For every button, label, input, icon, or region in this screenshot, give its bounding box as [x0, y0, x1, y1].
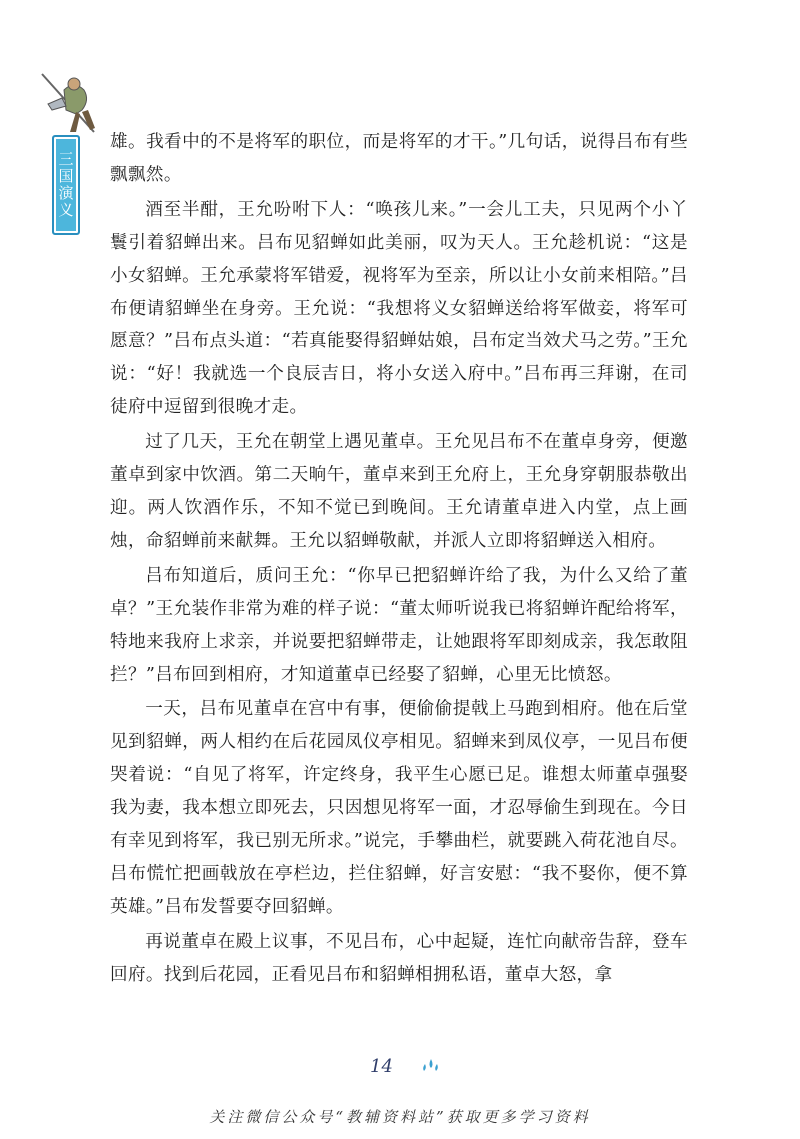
- paragraph-3: 过了几天，王允在朝堂上遇见董卓。王允见吕布不在董卓身旁，便邀董卓到家中饮酒。第二天晌午，董卓来到王允府上，王允身穿朝服恭敬出迎。两人饮酒作乐，不知不觉已到晚间。王允请董卓进入内堂，点上画烛，命貂蝉前来献舞。王允以貂蝉敬献，并派人立即将貂蝉送入相府。: [110, 432, 688, 551]
- watermark-text: 关注微信公众号“教辅资料站”获取更多学习资料: [209, 1108, 591, 1126]
- paragraph-1: 雄。我看中的不是将军的职位，而是将军的才干。”几句话，说得吕布有些飘飘然。: [110, 132, 688, 185]
- body-text: [110, 126, 688, 992]
- paragraph-5: 一天，吕布见董卓在宫中有事，便偷偷提戟上马跑到相府。他在后堂见到貂蝉，两人相约在后花园凤仪亭相见。貂蝉来到凤仪亭，一见吕布便哭着说：“自见了将军，许定终身，我平生心愿已足。谁想太师董卓强娶我为妻，我本想立即死去，只因想见将军一面，才忍辱偷生到现在。今日有幸见到将军，我已别无所求。”说完，手攀曲栏，就要跳入荷花池自尽。吕布慌忙把画戟放在亭栏边，拦住貂蝉，好言安慰：“我不娶你，便不算英雄。”吕布发誓要夺回貂蝉。: [110, 699, 688, 917]
- book-title-tab: [52, 135, 80, 235]
- water-drop-icon: [422, 1058, 440, 1074]
- paragraph-2: 酒至半酣，王允吩咐下人：“唤孩儿来。”一会儿工夫，只见两个小丫鬟引着貂蝉出来。吕布见貂蝉如此美丽，叹为天人。王允趁机说：“这是小女貂蝉。王允承蒙将军错爱，视将军为至亲，所以让小女前来相陪。”吕布便请貂蝉坐在身旁。王允说：“我想将义女貂蝉送给将军做妾，将军可愿意？”吕布点头道：“若真能娶得貂蝉姑娘，吕布定当效犬马之劳。”王允说：“好！我就选一个良辰吉日，将小女送入府中。”吕布再三拜谢，在司徒府中逗留到很晚才走。: [110, 199, 688, 418]
- book-title-label: 三国演义: [56, 151, 75, 219]
- paragraph-6: 再说董卓在殿上议事，不见吕布，心中起疑，连忙向献帝告辞，登车回府。找到后花园，正看见吕布和貂蝉相拥私语，董卓大怒，拿: [110, 931, 688, 985]
- page-number: 14: [370, 1056, 393, 1077]
- paragraph-4: 吕布知道后，质问王允：“你早已把貂蝉许给了我，为什么又给了董卓？”王允装作非常为难的样子说：“董太师听说我已将貂蝉许配给将军，特地来我府上求亲，并说要把貂蝉带走，让她跟将军即刻成亲，我怎敢阻拦？”吕布回到相府，才知道董卓已经娶了貂蝉，心里无比愤怒。: [110, 565, 688, 685]
- warrior-figure-icon: [36, 68, 116, 138]
